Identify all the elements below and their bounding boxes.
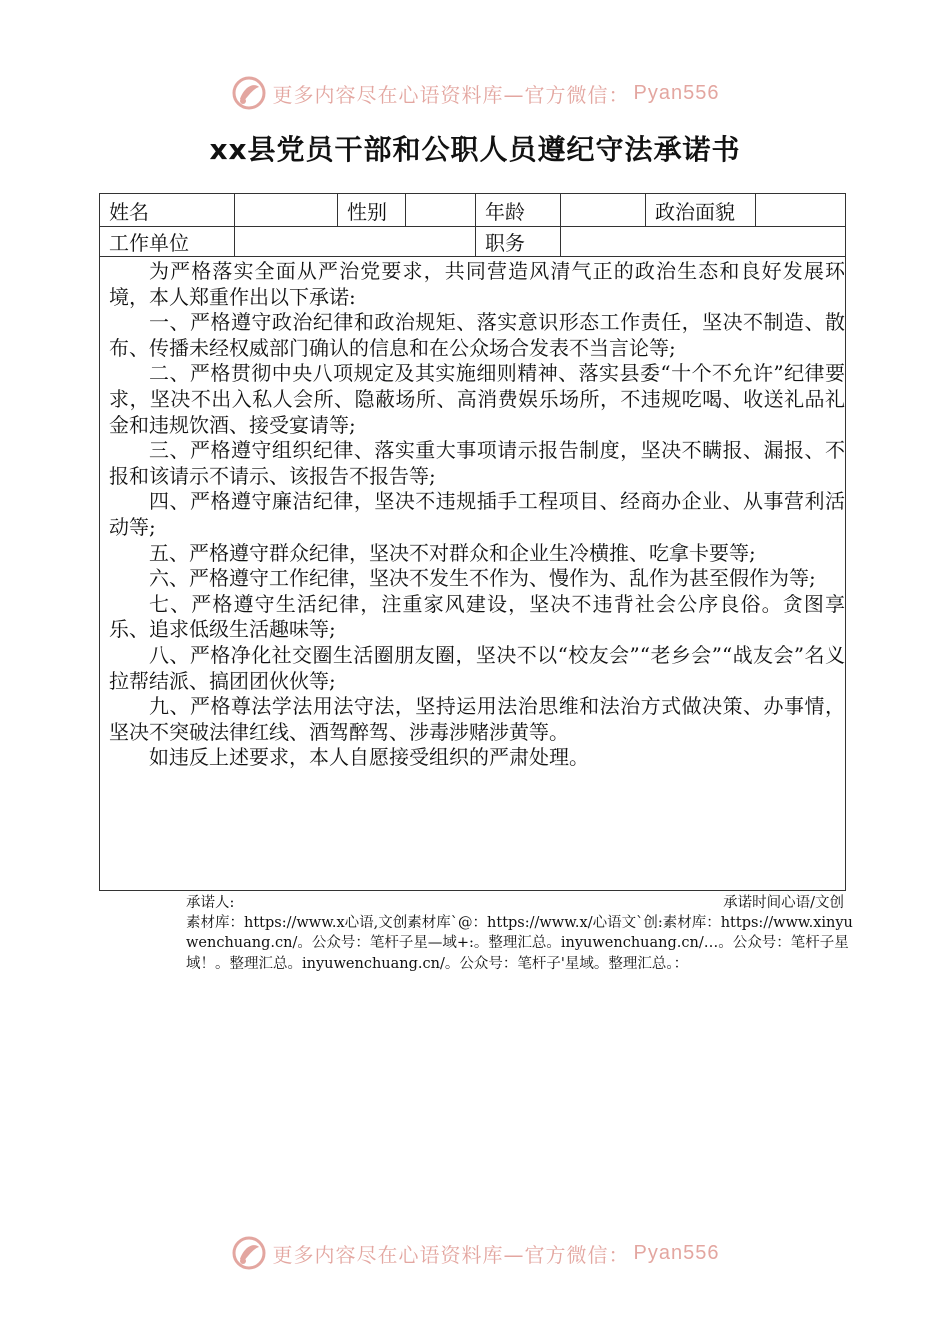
gender-label: 性别 (338, 194, 406, 226)
name-field[interactable] (235, 194, 338, 226)
intro-paragraph: 为严格落实全面从严治党要求，共同营造风清气正的政治生态和良好发展环境，本人郑重作出以下承诺: (109, 259, 845, 309)
commitment-item-9: 九、严格尊法学法用法守法，坚持运用法治思维和法治方式做决策、办事情，坚决不突破法律红线、酒驾醉驾、涉毒涉赌涉黄等。 (109, 694, 845, 744)
politics-label: 政治面貌 (646, 194, 756, 226)
source-note: 素材库：https://www.x心语,文创素材库`@：https://www.x/心语文`创:素材库：https://www.xinyuwenchuang.cn/。公众号：笔杆子星—域+:。整理汇总。inyuwenchuang.cn/…。公众号：笔杆子星域！。整理汇总。inyuwenchuang.cn/。公众号：笔杆子'星域。整理汇总。： (186, 915, 853, 972)
commitment-item-8: 八、严格净化社交圈生活圈朋友圈，坚决不以“校友会”“老乡会”“战友会”名义拉帮结派、搞团团伙伙等; (109, 642, 845, 693)
commitment-item-5: 五、严格遵守群众纪律，坚决不对群众和企业生冷横推、吃拿卡要等; (149, 540, 756, 565)
watermark-text: 更多内容尽在心语资料库—官方微信： (272, 1242, 630, 1267)
signer-label: 承诺人: (186, 895, 235, 911)
watermark-handle: Pyan556 (633, 81, 720, 104)
signature-footer (186, 893, 856, 974)
seal-logo-icon (231, 1235, 267, 1271)
commitment-body (109, 259, 845, 771)
work-unit-field[interactable] (235, 227, 476, 256)
gender-field[interactable] (406, 194, 476, 226)
form-row-personal-info (100, 194, 845, 227)
commitment-form (99, 193, 846, 891)
watermark-handle: Pyan556 (633, 1241, 720, 1264)
watermark-footer (0, 1233, 950, 1273)
commitment-item-1: 一、严格遵守政治纪律和政治规矩、落实意识形态工作责任，坚决不制造、散布、传播未经权威部门确认的信息和在公众场合发表不当言论等; (109, 310, 845, 360)
position-label: 职务 (476, 227, 561, 256)
commitment-item-2: 二、严格贯彻中央八项规定及其实施细则精神、落实县委“十个不允许”纪律要求，坚决不出入私人会所、隐蔽场所、高消费娱乐场所，不违规吃喝、收送礼品礼金和违规饮酒、接受宴请等; (109, 361, 845, 437)
watermark-header (0, 73, 950, 113)
commitment-item-6: 六、严格遵守工作纪律，坚决不发生不作为、慢作为、乱作为甚至假作为等; (149, 566, 816, 591)
name-label: 姓名 (100, 194, 235, 226)
age-field[interactable] (561, 194, 646, 226)
age-label: 年龄 (476, 194, 561, 226)
signature-row (186, 893, 844, 913)
work-unit-label: 工作单位 (100, 227, 235, 256)
form-row-work-info (100, 227, 845, 257)
commitment-item-3: 三、严格遵守组织纪律、落实重大事项请示报告制度，坚决不瞒报、漏报、不报和该请示不请示、该报告不报告等; (109, 438, 845, 488)
seal-logo-icon (231, 75, 267, 111)
commitment-time-label: 承诺时间心语/文创 (723, 895, 844, 911)
watermark-text: 更多内容尽在心语资料库—官方微信： (272, 82, 630, 107)
commitment-item-7: 七、严格遵守生活纪律，注重家风建设，坚决不违背社会公序良俗。贪图享乐、追求低级生活趣味等; (109, 591, 845, 642)
commitment-item-4: 四、严格遵守廉洁纪律，坚决不违规插手工程项目、经商办企业、从事营利活动等; (109, 489, 845, 539)
document-title: xx县党员干部和公职人员遵纪守法承诺书 (209, 133, 741, 166)
closing-paragraph: 如违反上述要求，本人自愿接受组织的严肃处理。 (149, 745, 589, 770)
politics-field[interactable] (756, 194, 845, 226)
position-field[interactable] (561, 227, 845, 256)
